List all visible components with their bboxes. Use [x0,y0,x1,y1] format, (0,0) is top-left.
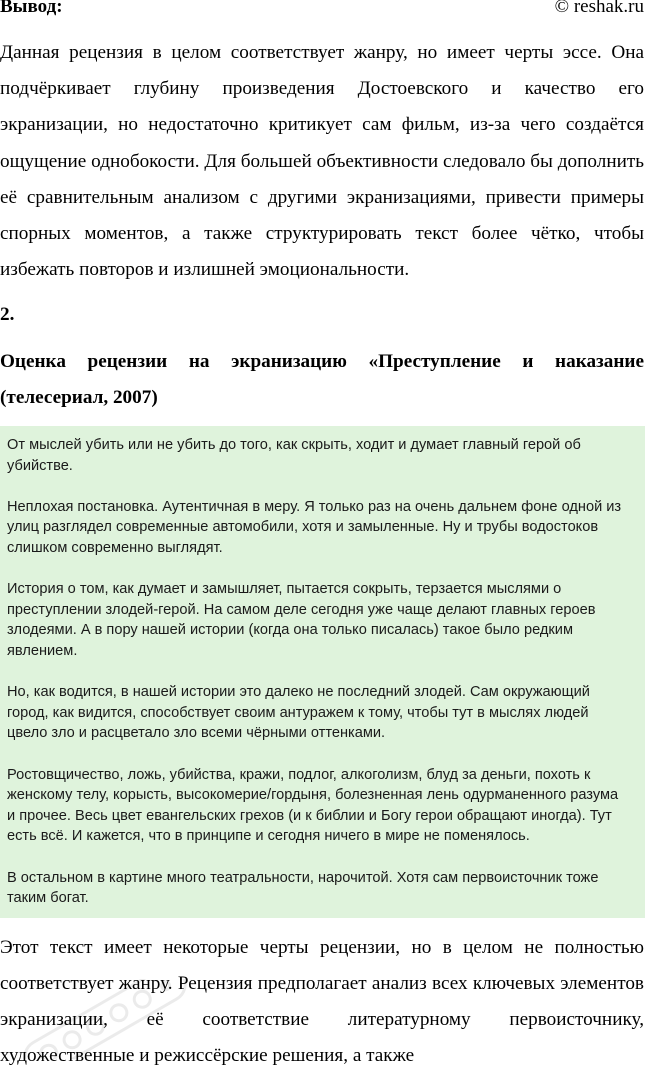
review-paragraph: Но, как водится, в нашей истории это далеко не последний злодей. Сам окружающий город, как видится, способствует своим антуражем к тому, чтобы тут в мыслях людей цвело зло и расцветало зло всеми чёрными оттенками. [7,684,590,742]
review-paragraph: Ростовщичество, ложь, убийства, кражи, подлог, алкоголизм, блуд за деньги, похоть к женскому телу, корысть, высокомерие/гордыня, болезненная лень одурманенного разума и прочее. Весь цвет евангельских грехов (и к библии и Богу герои обращают иногда). Тут есть всё. И кажется, что в принципе и сегодня ничего в мире не поменялось. [7,766,619,845]
review-paragraph: От мыслей убить или не убить до того, как скрыть, ходит и думает главный герой об убийстве. [7,437,581,474]
analysis-paragraph: Этот текст имеет некоторые черты рецензии, но в целом не полностью соответствует жанру. Рецензия предполагает анализ всех ключевых элементов экранизации, её соответствие литературному первоисточнику, художественные и режиссёрские решения, а также [0,936,644,1067]
review-paragraph: Неплохая постановка. Аутентичная в меру. Я только раз на очень дальнем фоне одной из улиц разглядел современные автомобили, хотя и замыленные. Ну и трубы водостоков слишком современно выглядят. [7,498,622,556]
section-title: Оценка рецензии на экранизацию «Преступление и наказание (телесериал, 2007) [0,350,644,408]
site-credit: © reshak.ru [554,0,644,17]
page-header [0,0,646,20]
review-paragraph: В остальном в картине много театральности, нарочитой. Хотя сам первоисточник тоже таким богат. [7,869,599,907]
conclusion-heading: Вывод: [0,0,63,17]
conclusion-paragraph: Данная рецензия в целом соответствует жанру, но имеет черты эссе. Она подчёркивает глубину произведения Достоевского и качество его экранизации, но недостаточно критикует сам фильм, из-за чего создаётся ощущение однобокости. Для большей объективности следовало бы дополнить её сравнительным анализом с другими экранизациями, привести примеры спорных моментов, а также структурировать текст более чётко, чтобы избежать повторов и излишней эмоциональности. [0,42,644,281]
review-paragraph: История о том, как думает и замышляет, пытается сокрыть, терзается мыслями о преступлении злодей-герой. На самом деле сегодня уже чаще делают главных героев злодеями. А в пору нашей истории (когда она только писалась) такое было редким явлением. [7,581,596,659]
section-number: 2. [0,304,15,326]
quoted-review [0,426,645,918]
